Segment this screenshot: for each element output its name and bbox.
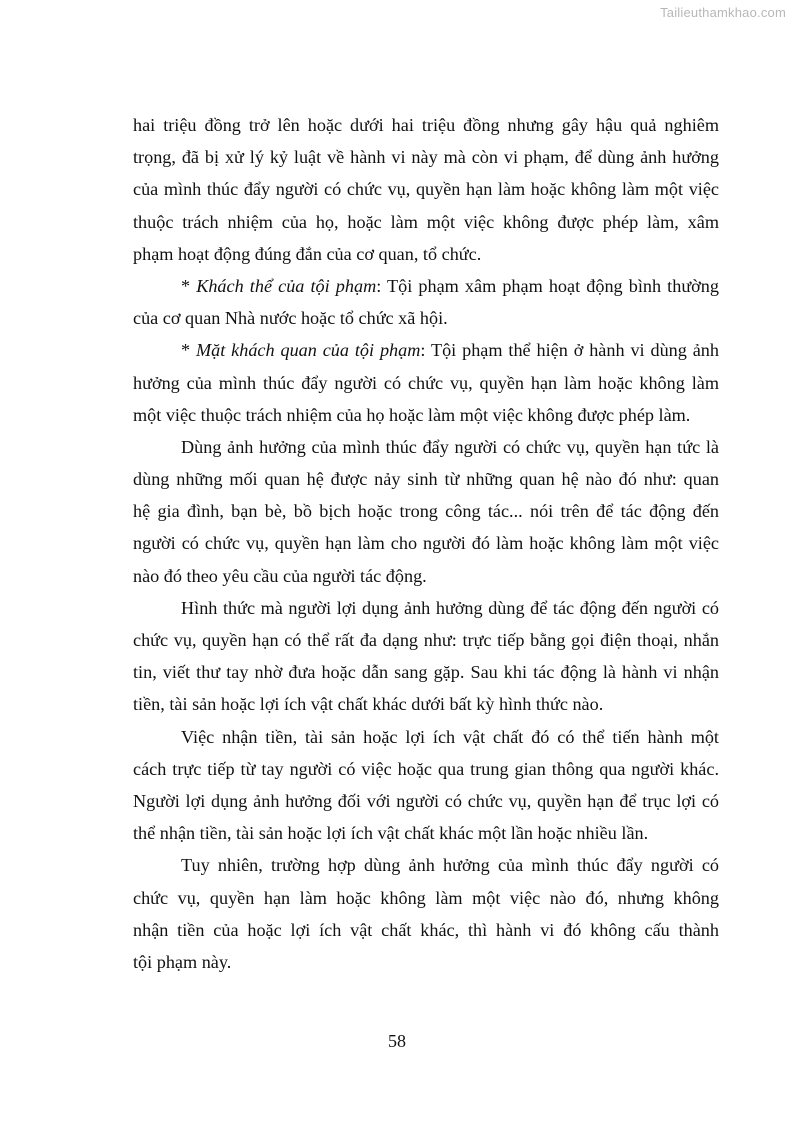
- text-line: người có chức vụ, quyền hạn làm cho người đó làm hoặc không làm một việc: [133, 533, 719, 554]
- watermark: Tailieuthamkhao.com: [660, 5, 786, 20]
- text-line: hai triệu đồng trở lên hoặc dưới hai triệu đồng nhưng gây hậu quả nghiêm: [133, 115, 719, 135]
- text-line: Người lợi dụng ảnh hưởng đối với người có chức vụ, quyền hạn để trục lợi có: [133, 790, 719, 811]
- text-line: [133, 334, 719, 366]
- text-line: Dùng ảnh hưởng của mình thúc đẩy người có chức vụ, quyền hạn tức là: [181, 436, 719, 457]
- text-line: nhận tiền của hoặc lợi ích vật chất khác, thì hành vi đó không cấu thành: [133, 919, 719, 940]
- paragraph: [133, 109, 719, 270]
- section-term: Khách thể của tội phạm: [196, 275, 377, 296]
- text-line: một việc thuộc trách nhiệm của họ hoặc làm một việc không được phép làm.: [133, 404, 691, 425]
- paragraph: [133, 334, 719, 431]
- paragraph: [133, 270, 719, 334]
- text-line: chức vụ, quyền hạn làm hoặc không làm một việc nào đó, nhưng không: [133, 887, 719, 908]
- section-term: Mặt khách quan của tội phạm: [195, 340, 421, 361]
- text-line: trọng, đã bị xử lý kỷ luật về hành vi này mà còn vi phạm, để dùng ảnh hưởng: [133, 147, 719, 168]
- paragraph: [133, 431, 719, 592]
- line-text: : Tội phạm thể hiện ở hành vi dùng ảnh: [420, 340, 719, 361]
- text-line: phạm hoạt động đúng đắn của cơ quan, tổ chức.: [133, 243, 482, 264]
- text-line: [133, 270, 719, 302]
- text-line: hệ gia đình, bạn bè, bồ bịch hoặc trong công tác... nói trên để tác động đến: [133, 501, 719, 522]
- text-line: hưởng của mình thúc đẩy người có chức vụ, quyền hạn làm hoặc không làm: [133, 372, 719, 393]
- text-line: tin, viết thư tay nhờ đưa hoặc dẫn sang gặp. Sau khi tác động là hành vi nhận: [133, 662, 719, 683]
- bullet-prefix: *: [181, 340, 196, 361]
- document-body: [133, 109, 719, 978]
- text-line: tiền, tài sản hoặc lợi ích vật chất khác dưới bất kỳ hình thức nào.: [133, 694, 604, 715]
- text-line: dùng những mối quan hệ được nảy sinh từ những quan hệ nào đó như: quan: [133, 469, 719, 490]
- paragraph: [133, 592, 719, 721]
- text-line: chức vụ, quyền hạn có thể rất đa dạng như: trực tiếp bằng gọi điện thoại, nhắn: [133, 630, 719, 650]
- text-line: thuộc trách nhiệm của họ, hoặc làm một việc không được phép làm, xâm: [133, 211, 719, 232]
- text-line: Việc nhận tiền, tài sản hoặc lợi ích vật chất đó có thể tiến hành một: [181, 726, 719, 747]
- text-line: thể nhận tiền, tài sản hoặc lợi ích vật chất khác một lần hoặc nhiều lần.: [133, 823, 649, 844]
- text-line: của mình thúc đẩy người có chức vụ, quyền hạn làm hoặc không làm một việc: [133, 179, 719, 200]
- text-line: Hình thức mà người lợi dụng ảnh hưởng dùng để tác động đến người có: [181, 597, 719, 618]
- bullet-prefix: *: [181, 275, 197, 296]
- page-number: 58: [388, 1031, 406, 1051]
- paragraph: [133, 721, 719, 850]
- line-text: : Tội phạm xâm phạm hoạt động bình thường: [376, 275, 719, 296]
- text-line: của cơ quan Nhà nước hoặc tổ chức xã hội.: [133, 308, 448, 329]
- paragraph: [133, 849, 719, 978]
- text-line: cách trực tiếp từ tay người có việc hoặc qua trung gian thông qua người khác.: [133, 758, 719, 779]
- text-line: tội phạm này.: [133, 951, 232, 972]
- text-line: nào đó theo yêu cầu của người tác động.: [133, 565, 427, 586]
- text-line: Tuy nhiên, trường hợp dùng ảnh hưởng của mình thúc đẩy người có: [181, 855, 719, 876]
